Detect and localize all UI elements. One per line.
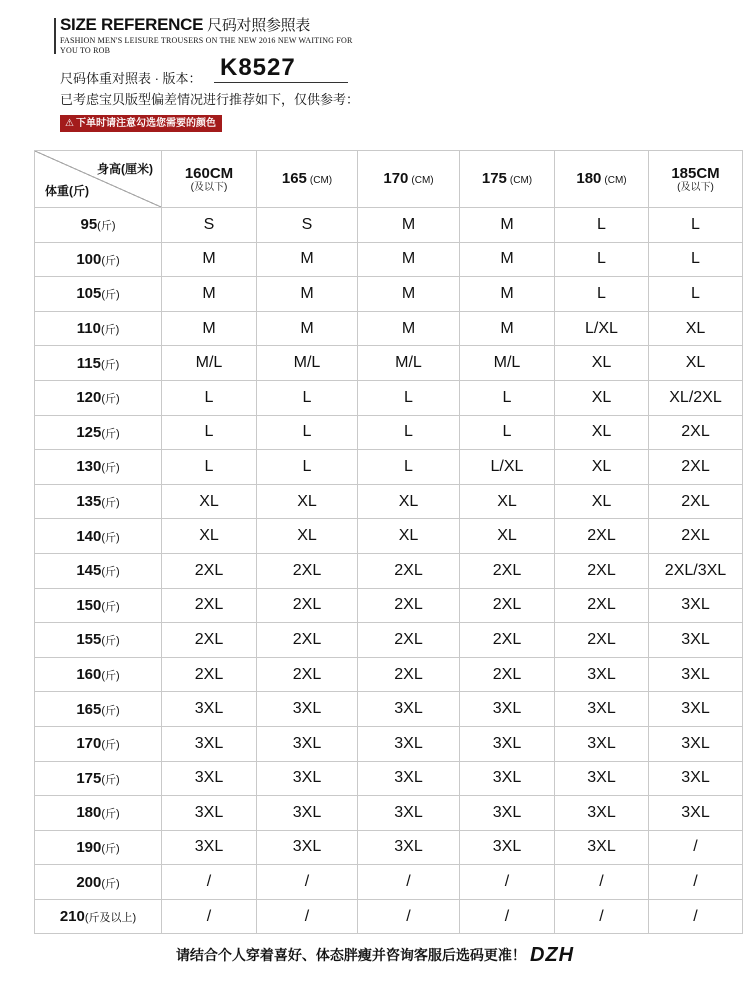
table-row bbox=[35, 380, 743, 415]
weight-unit: (斤) bbox=[101, 254, 120, 267]
height-value: 170 bbox=[383, 169, 409, 187]
weight-unit: (斤) bbox=[101, 289, 120, 302]
size-cell: L bbox=[162, 450, 257, 485]
weight-value: 115 bbox=[76, 354, 101, 372]
size-cell: / bbox=[162, 899, 257, 934]
height-value: 160CM bbox=[184, 164, 234, 182]
size-cell: M bbox=[162, 311, 257, 346]
size-cell: M/L bbox=[162, 346, 257, 381]
size-cell: 3XL bbox=[257, 761, 358, 796]
size-cell: 2XL bbox=[649, 519, 743, 554]
size-cell: XL bbox=[555, 380, 649, 415]
weight-value: 125 bbox=[76, 423, 102, 441]
weight-unit: (斤) bbox=[101, 531, 120, 544]
size-cell: XL bbox=[358, 519, 460, 554]
title-en: SIZE REFERENCE bbox=[60, 15, 204, 34]
size-cell: / bbox=[460, 899, 555, 934]
size-cell: L bbox=[358, 380, 460, 415]
size-cell: XL bbox=[555, 346, 649, 381]
size-cell: 2XL bbox=[460, 588, 555, 623]
page-title bbox=[60, 14, 310, 35]
size-cell: M bbox=[358, 208, 460, 243]
size-cell: 2XL bbox=[460, 623, 555, 658]
size-cell: L bbox=[460, 415, 555, 450]
size-cell: S bbox=[162, 208, 257, 243]
table-row bbox=[35, 415, 743, 450]
size-cell: XL bbox=[460, 519, 555, 554]
size-cell: L bbox=[358, 415, 460, 450]
table-row bbox=[35, 692, 743, 727]
weight-unit: (斤) bbox=[101, 427, 120, 440]
size-cell: XL bbox=[162, 519, 257, 554]
weight-unit: (斤) bbox=[101, 497, 120, 510]
title-cn: 尺码对照参照表 bbox=[207, 17, 311, 34]
size-cell: 3XL bbox=[555, 726, 649, 761]
height-unit: (CM) bbox=[604, 174, 627, 186]
size-cell: 3XL bbox=[460, 726, 555, 761]
height-header-1 bbox=[257, 151, 358, 208]
weight-value: 95 bbox=[80, 216, 98, 234]
size-cell: 2XL bbox=[555, 588, 649, 623]
size-cell: / bbox=[358, 899, 460, 934]
size-cell: 3XL bbox=[257, 796, 358, 831]
size-cell: / bbox=[649, 830, 743, 865]
table-row bbox=[35, 657, 743, 692]
size-cell: M bbox=[257, 242, 358, 277]
weight-cell bbox=[35, 692, 162, 727]
table-row bbox=[35, 311, 743, 346]
size-cell: 3XL bbox=[649, 623, 743, 658]
weight-value: 140 bbox=[76, 527, 102, 545]
weight-unit: (斤) bbox=[101, 773, 120, 786]
height-unit: (CM) bbox=[509, 174, 533, 186]
size-cell: 2XL bbox=[649, 484, 743, 519]
table-row bbox=[35, 899, 743, 934]
height-header-2 bbox=[358, 151, 460, 208]
size-cell: M/L bbox=[358, 346, 460, 381]
size-cell: XL bbox=[358, 484, 460, 519]
height-unit: (CM) bbox=[411, 174, 434, 186]
size-cell: XL bbox=[555, 484, 649, 519]
size-cell: 3XL bbox=[649, 726, 743, 761]
weight-value: 200 bbox=[76, 873, 102, 891]
size-cell: L bbox=[358, 450, 460, 485]
size-cell: 3XL bbox=[649, 692, 743, 727]
weight-unit: (斤及以上) bbox=[84, 912, 137, 925]
table-row bbox=[35, 623, 743, 658]
size-cell: XL bbox=[460, 484, 555, 519]
size-cell: 3XL bbox=[460, 830, 555, 865]
size-cell: 2XL bbox=[162, 623, 257, 658]
weight-cell bbox=[35, 415, 162, 450]
size-cell: 2XL bbox=[257, 588, 358, 623]
size-cell: 2XL bbox=[649, 450, 743, 485]
weight-value: 135 bbox=[76, 493, 102, 511]
table-row bbox=[35, 346, 743, 381]
size-cell: M bbox=[358, 242, 460, 277]
size-cell: L bbox=[257, 415, 358, 450]
size-cell: 2XL bbox=[555, 519, 649, 554]
weight-value: 155 bbox=[76, 631, 102, 649]
weight-cell bbox=[35, 484, 162, 519]
height-value: 165 bbox=[281, 169, 307, 187]
size-cell: 2XL bbox=[162, 588, 257, 623]
weight-unit: (斤) bbox=[100, 358, 120, 371]
size-cell: 3XL bbox=[460, 761, 555, 796]
size-cell: L bbox=[257, 380, 358, 415]
size-cell: 3XL bbox=[358, 692, 460, 727]
size-cell: 3XL bbox=[460, 796, 555, 831]
weight-unit: (斤) bbox=[101, 704, 120, 717]
table-row bbox=[35, 865, 743, 900]
size-cell: 3XL bbox=[649, 796, 743, 831]
size-cell: L bbox=[555, 208, 649, 243]
size-cell: 3XL bbox=[358, 796, 460, 831]
weight-value: 105 bbox=[76, 285, 102, 303]
height-value: 185CM bbox=[671, 164, 720, 182]
size-cell: 2XL bbox=[358, 588, 460, 623]
weight-value: 165 bbox=[76, 700, 102, 718]
recommendation-note: 已考虑宝贝版型偏差情况进行推荐如下，仅供参考： bbox=[60, 92, 360, 107]
size-table bbox=[34, 150, 743, 934]
table-row bbox=[35, 242, 743, 277]
size-cell: M bbox=[257, 277, 358, 312]
size-cell: 2XL bbox=[257, 553, 358, 588]
size-cell: L/XL bbox=[460, 450, 555, 485]
weight-cell bbox=[35, 899, 162, 934]
size-cell: 2XL bbox=[358, 553, 460, 588]
size-cell: 3XL bbox=[257, 830, 358, 865]
size-cell: XL bbox=[162, 484, 257, 519]
height-qualifier: (及以下) bbox=[677, 181, 714, 193]
size-cell: 3XL bbox=[649, 657, 743, 692]
size-cell: XL bbox=[649, 311, 743, 346]
table-row bbox=[35, 796, 743, 831]
size-cell: / bbox=[649, 899, 743, 934]
size-cell: 3XL bbox=[162, 796, 257, 831]
size-cell: / bbox=[257, 899, 358, 934]
size-cell: L bbox=[555, 277, 649, 312]
weight-cell bbox=[35, 865, 162, 900]
table-row bbox=[35, 450, 743, 485]
size-cell: / bbox=[358, 865, 460, 900]
warning-icon: ⚠ bbox=[65, 118, 74, 129]
size-cell: / bbox=[257, 865, 358, 900]
size-cell: XL bbox=[555, 415, 649, 450]
height-qualifier: (及以下) bbox=[190, 181, 228, 193]
table-row bbox=[35, 484, 743, 519]
weight-axis-label: 体重(斤) bbox=[45, 184, 89, 198]
size-cell: 3XL bbox=[649, 761, 743, 796]
height-unit: (CM) bbox=[309, 174, 333, 186]
size-cell: / bbox=[555, 899, 649, 934]
size-cell: 3XL bbox=[358, 830, 460, 865]
size-cell: S bbox=[257, 208, 358, 243]
size-cell: 3XL bbox=[358, 726, 460, 761]
size-cell: 2XL bbox=[162, 657, 257, 692]
height-axis-label: 身高(厘米) bbox=[97, 162, 153, 176]
size-cell: M bbox=[358, 311, 460, 346]
size-cell: 3XL bbox=[555, 830, 649, 865]
size-cell: / bbox=[460, 865, 555, 900]
weight-cell bbox=[35, 726, 162, 761]
size-cell: 3XL bbox=[162, 830, 257, 865]
size-cell: 2XL/3XL bbox=[649, 553, 743, 588]
size-cell: / bbox=[649, 865, 743, 900]
weight-cell bbox=[35, 761, 162, 796]
size-cell: L bbox=[162, 415, 257, 450]
height-value: 175 bbox=[481, 169, 507, 187]
weight-unit: (斤) bbox=[101, 635, 120, 648]
table-row bbox=[35, 726, 743, 761]
size-cell: L/XL bbox=[555, 311, 649, 346]
size-cell: M/L bbox=[257, 346, 358, 381]
weight-cell bbox=[35, 796, 162, 831]
size-cell: 3XL bbox=[162, 726, 257, 761]
weight-cell bbox=[35, 588, 162, 623]
size-cell: M bbox=[162, 242, 257, 277]
weight-value: 145 bbox=[76, 562, 102, 580]
size-cell: 2XL bbox=[257, 623, 358, 658]
weight-value: 190 bbox=[76, 838, 102, 856]
table-row bbox=[35, 208, 743, 243]
height-header-0 bbox=[162, 151, 257, 208]
footer-text: 请结合个人穿着喜好、体态胖瘦并咨询客服后选码更准！ bbox=[175, 947, 526, 963]
size-cell: 2XL bbox=[649, 415, 743, 450]
height-header-5 bbox=[649, 151, 743, 208]
size-cell: / bbox=[162, 865, 257, 900]
weight-unit: (斤) bbox=[101, 600, 120, 613]
size-cell: XL bbox=[555, 450, 649, 485]
version-label: 尺码体重对照表 · 版本： bbox=[60, 71, 202, 86]
size-cell: L bbox=[649, 208, 743, 243]
weight-unit: (斤) bbox=[101, 462, 120, 475]
weight-value: 130 bbox=[76, 458, 102, 476]
weight-value: 110 bbox=[76, 320, 101, 338]
weight-cell bbox=[35, 657, 162, 692]
size-cell: L bbox=[649, 277, 743, 312]
weight-unit: (斤) bbox=[101, 739, 120, 752]
subtitle: FASHION MEN'S LEISURE TROUSERS ON THE NEW 2016 NEW WAITING FOR YOU TO ROB bbox=[60, 36, 353, 55]
size-cell: 3XL bbox=[257, 726, 358, 761]
size-cell: M bbox=[358, 277, 460, 312]
size-cell: L bbox=[649, 242, 743, 277]
weight-unit: (斤) bbox=[101, 877, 120, 890]
size-cell: 2XL bbox=[555, 553, 649, 588]
table-row bbox=[35, 761, 743, 796]
size-cell: 3XL bbox=[555, 692, 649, 727]
size-cell: 3XL bbox=[460, 692, 555, 727]
size-cell: L bbox=[162, 380, 257, 415]
weight-unit: (斤) bbox=[101, 670, 120, 683]
weight-cell bbox=[35, 242, 162, 277]
size-cell: 2XL bbox=[460, 553, 555, 588]
warning-text: 下单时请注意勾选您需要的颜色 bbox=[75, 118, 216, 129]
weight-value: 160 bbox=[76, 666, 102, 684]
size-cell: 2XL bbox=[555, 623, 649, 658]
weight-unit: (斤) bbox=[101, 842, 120, 855]
size-cell: 3XL bbox=[555, 796, 649, 831]
weight-cell bbox=[35, 450, 162, 485]
header-row bbox=[35, 151, 743, 208]
size-cell: M bbox=[460, 311, 555, 346]
weight-cell bbox=[35, 346, 162, 381]
size-cell: M bbox=[460, 208, 555, 243]
weight-value: 150 bbox=[76, 596, 102, 614]
size-cell: 2XL bbox=[358, 657, 460, 692]
weight-cell bbox=[35, 519, 162, 554]
brand-logo: DZH bbox=[529, 944, 575, 966]
height-header-3 bbox=[460, 151, 555, 208]
weight-unit: (斤) bbox=[101, 393, 120, 406]
weight-value: 170 bbox=[76, 735, 102, 753]
weight-unit: (斤) bbox=[100, 324, 120, 337]
color-warning-badge bbox=[60, 115, 222, 132]
weight-value: 210 bbox=[59, 908, 85, 926]
weight-value: 100 bbox=[76, 250, 102, 268]
weight-cell bbox=[35, 277, 162, 312]
weight-cell bbox=[35, 311, 162, 346]
table-row bbox=[35, 588, 743, 623]
table-row bbox=[35, 519, 743, 554]
weight-cell bbox=[35, 830, 162, 865]
size-cell: L bbox=[555, 242, 649, 277]
size-cell: 2XL bbox=[358, 623, 460, 658]
size-cell: 3XL bbox=[358, 761, 460, 796]
weight-unit: (斤) bbox=[97, 220, 116, 233]
weight-cell bbox=[35, 380, 162, 415]
table-row bbox=[35, 830, 743, 865]
size-cell: 3XL bbox=[649, 588, 743, 623]
weight-unit: (斤) bbox=[101, 566, 120, 579]
size-cell: 2XL bbox=[460, 657, 555, 692]
size-cell: M bbox=[257, 311, 358, 346]
size-cell: 3XL bbox=[257, 692, 358, 727]
size-cell: 3XL bbox=[555, 657, 649, 692]
size-cell: XL bbox=[649, 346, 743, 381]
size-cell: XL bbox=[257, 484, 358, 519]
model-number: K8527 bbox=[214, 54, 348, 83]
weight-value: 180 bbox=[76, 804, 102, 822]
size-cell: M/L bbox=[460, 346, 555, 381]
footer-note bbox=[0, 944, 750, 967]
size-cell: XL/2XL bbox=[649, 380, 743, 415]
size-cell: 3XL bbox=[162, 761, 257, 796]
size-cell: L bbox=[460, 380, 555, 415]
table-row bbox=[35, 277, 743, 312]
size-cell: 3XL bbox=[162, 692, 257, 727]
size-cell: / bbox=[555, 865, 649, 900]
height-value: 180 bbox=[576, 169, 602, 187]
weight-cell bbox=[35, 623, 162, 658]
size-cell: M bbox=[162, 277, 257, 312]
size-cell: XL bbox=[257, 519, 358, 554]
size-cell: L bbox=[257, 450, 358, 485]
weight-value: 175 bbox=[76, 769, 102, 787]
weight-cell bbox=[35, 208, 162, 243]
size-cell: 2XL bbox=[257, 657, 358, 692]
height-header-4 bbox=[555, 151, 649, 208]
size-cell: 3XL bbox=[555, 761, 649, 796]
title-accent-bar bbox=[54, 18, 56, 54]
size-cell: M bbox=[460, 242, 555, 277]
table-row bbox=[35, 553, 743, 588]
corner-cell bbox=[35, 151, 162, 208]
weight-value: 120 bbox=[76, 389, 102, 407]
size-cell: M bbox=[460, 277, 555, 312]
weight-cell bbox=[35, 553, 162, 588]
size-cell: 2XL bbox=[162, 553, 257, 588]
weight-unit: (斤) bbox=[101, 808, 120, 821]
